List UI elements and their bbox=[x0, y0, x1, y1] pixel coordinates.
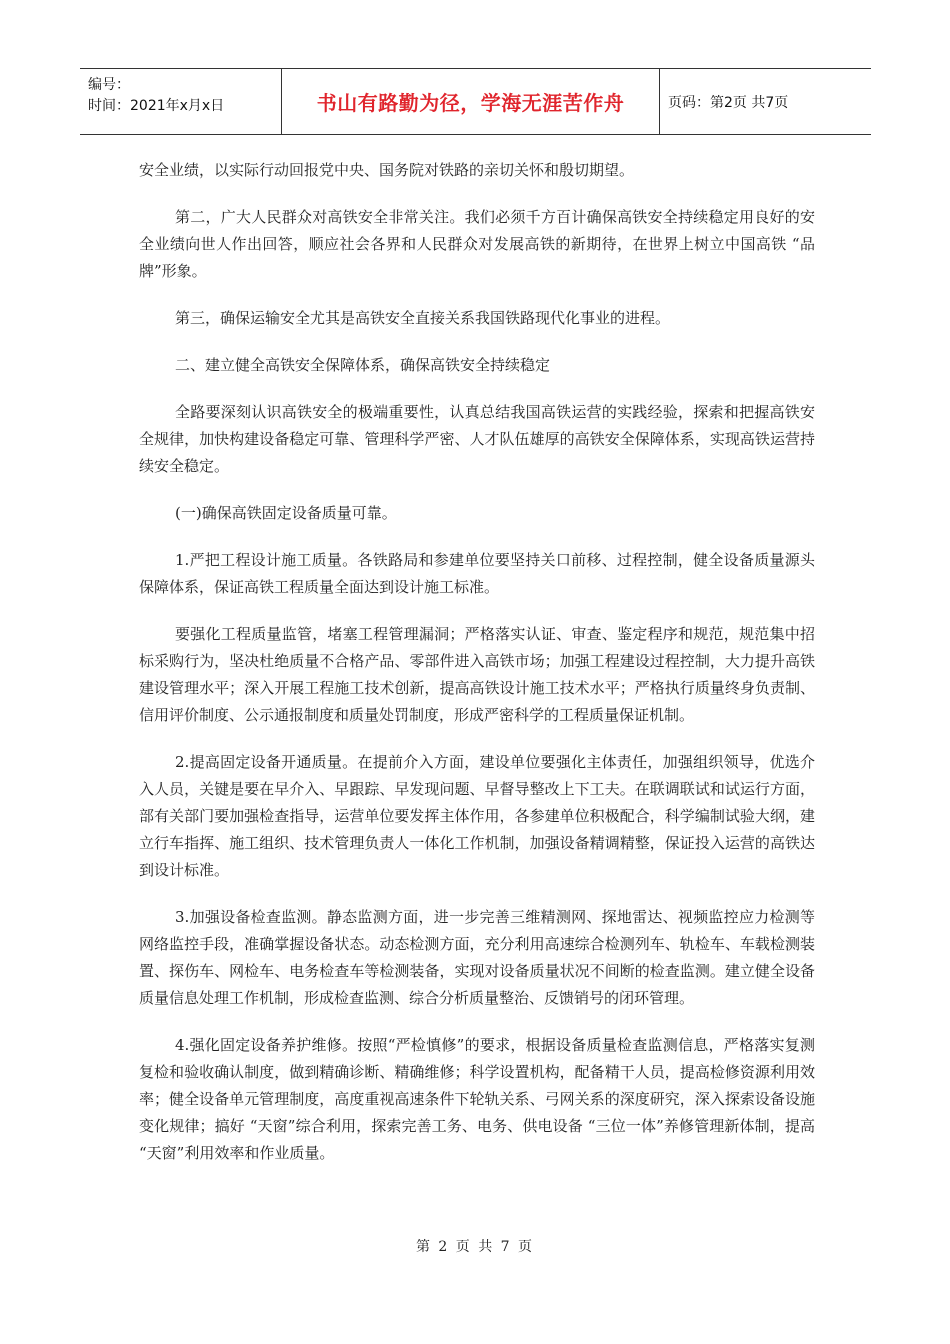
paragraph: 2.提高固定设备开通质量。在提前介入方面，建设单位要强化主体责任，加强组织领导，优选介入人员，关键是要在早介入、早跟踪、早发现问题、早督导整改上下工夫。在联调联试和试运行方面，部有关部门要加强检查指导，运营单位要发挥主体作用，各参建单位积极配合，科学编制试验大纲，建立行车指挥、施工组织、技术管理负责人一体化工作机制，加强设备精调精整，保证投入运营的高铁达到设计标准。 bbox=[139, 753, 815, 879]
paragraph: 第二，广大人民群众对高铁安全非常关注。我们必须千方百计确保高铁安全持续稳定用良好的安全业绩向世人作出回答，顺应社会各界和人民群众对发展高铁的新期待，在世界上树立中国高铁 “品牌”形象。 bbox=[139, 208, 815, 280]
document-date: 时间：2021年x月x日 bbox=[88, 98, 225, 114]
section-heading: 二、建立健全高铁安全保障体系，确保高铁安全持续稳定 bbox=[175, 356, 551, 374]
document-number-label: 编号： bbox=[88, 77, 130, 93]
document-body bbox=[139, 157, 815, 1187]
page-header bbox=[80, 68, 871, 135]
paragraph: 1.严把工程设计施工质量。各铁路局和参建单位要坚持关口前移、过程控制，健全设备质量源头保障体系，保证高铁工程质量全面达到设计施工标准。 bbox=[139, 551, 815, 596]
paragraph: 4.强化固定设备养护维修。按照“严检慎修”的要求，根据设备质量检查监测信息，严格落实复测复检和验收确认制度，做到精确诊断、精确维修；科学设置机构，配备精干人员，提高检修资源利用效率；健全设备单元管理制度，高度重视高速条件下轮轨关系、弓网关系的深度研究，深入探索设备设施变化规律；搞好 “天窗”综合利用，探索完善工务、电务、供电设备 “三位一体”养修管理新体制，提高 “天窗”利用效率和作业质量。 bbox=[139, 1036, 815, 1162]
page-footer: 第 2 页 共 7 页 bbox=[415, 1239, 535, 1255]
paragraph: 第三，确保运输安全尤其是高铁安全直接关系我国铁路现代化事业的进程。 bbox=[175, 309, 671, 327]
header-meta bbox=[80, 69, 282, 134]
paragraph: 3.加强设备检查监测。静态监测方面，进一步完善三维精测网、探地雷达、视频监控应力检测等网络监控手段，准确掌握设备状态。动态检测方面，充分利用高速综合检测列车、轨检车、车载检测装置、探伤车、网检车、电务检查车等检测装备，实现对设备质量状况不间断的检查监测。建立健全设备质量信息处理工作机制，形成检查监测、综合分析质量整治、反馈销号的闭环管理。 bbox=[139, 908, 815, 1007]
paragraph: 全路要深刻认识高铁安全的极端重要性，认真总结我国高铁运营的实践经验，探索和把握高铁安全规律，加快构建设备稳定可靠、管理科学严密、人才队伍雄厚的高铁安全保障体系，实现高铁运营持续安全稳定。 bbox=[139, 403, 815, 475]
paragraph: 要强化工程质量监管，堵塞工程管理漏洞；严格落实认证、审查、鉴定程序和规范，规范集中招标采购行为，坚决杜绝质量不合格产品、零部件进入高铁市场；加强工程建设过程控制，大力提升高铁建设管理水平；深入开展工程施工技术创新，提高高铁设计施工技术水平；严格执行质量终身负责制、信用评价制度、公示通报制度和质量处罚制度，形成严密科学的工程质量保证机制。 bbox=[139, 625, 815, 724]
subsection-heading: (一)确保高铁固定设备质量可靠。 bbox=[175, 504, 397, 522]
header-page-info: 页码：第2页 共7页 bbox=[668, 94, 789, 111]
paragraph-continuation: 安全业绩，以实际行动回报党中央、国务院对铁路的亲切关怀和殷切期望。 bbox=[139, 161, 635, 179]
header-motto: 书山有路勤为径，学海无涯苦作舟 bbox=[282, 69, 660, 134]
